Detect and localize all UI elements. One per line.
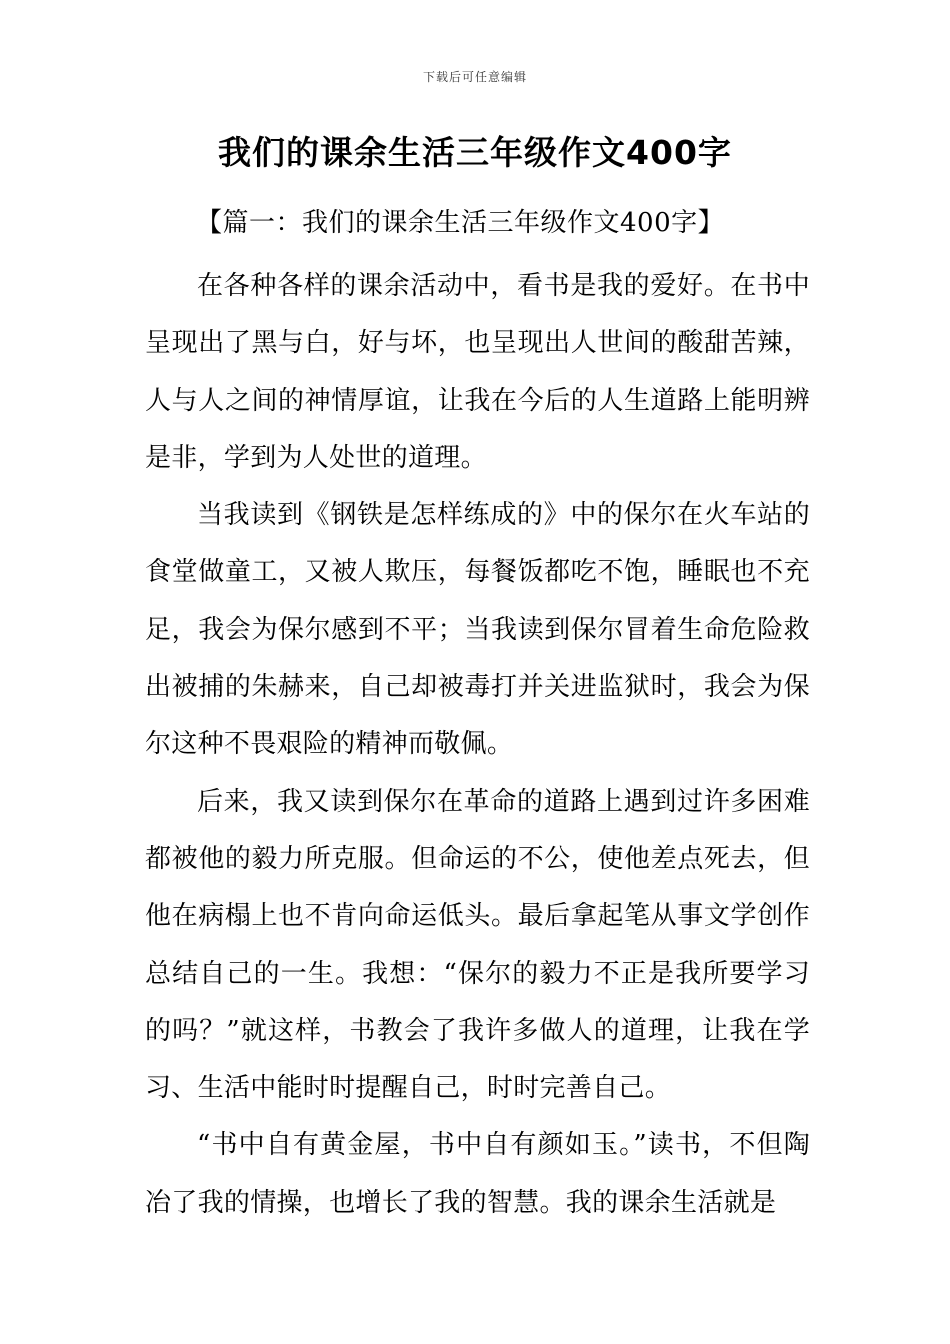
section-heading: 【篇一：我们的课余生活三年级作文400字】 (196, 208, 725, 238)
paragraph-2: 当我读到《钢铁是怎样练成的》中的保尔在火车站的食堂做童工，又被人欺压，每餐饭都吃不饱，睡眠也不充足，我会为保尔感到不平；当我读到保尔冒着生命危险救出被捕的朱赫来，自己却被毒打并关进监狱时，我会为保尔这种不畏艰险的精神而敬佩。 (145, 500, 810, 760)
paragraph-3: 后来，我又读到保尔在革命的道路上遇到过许多困难都被他的毅力所克服。但命运的不公，使他差点死去，但他在病榻上也不肯向命运低头。最后拿起笔从事文学创作总结自己的一生。我想：“保尔的毅力不正是我所要学习的吗？”就这样，书教会了我许多做人的道理，让我在学习、生活中能时时提醒自己，时时完善自己。 (145, 786, 810, 1104)
paragraph-1: 在各种各样的课余活动中，看书是我的爱好。在书中呈现出了黑与白，好与坏，也呈现出人世间的酸甜苦辣，人与人之间的神情厚谊，让我在今后的人生道路上能明辨是非，学到为人处世的道理。 (145, 271, 810, 473)
header-note: 下载后可任意编辑 (422, 70, 527, 84)
essay-body (145, 258, 810, 1232)
document-title: 我们的课余生活三年级作文400字 (218, 133, 732, 172)
paragraph-4: “书中自有黄金屋，书中自有颜如玉。”读书，不但陶冶了我的情操，也增长了我的智慧。我的课余生活就是 (145, 1130, 810, 1218)
